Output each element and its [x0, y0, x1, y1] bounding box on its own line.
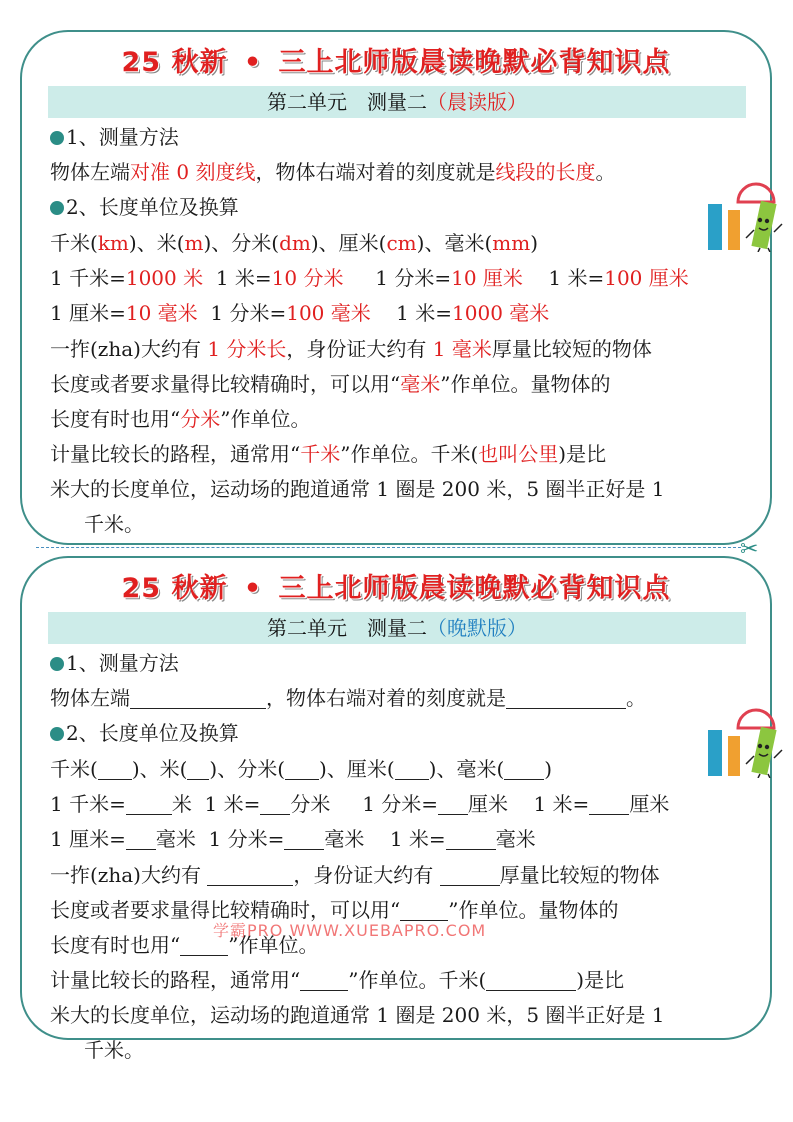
fill-blank[interactable]	[446, 829, 496, 850]
fill-blank[interactable]	[98, 759, 132, 780]
bullet-icon	[50, 727, 64, 741]
title-main: 秋新	[171, 47, 228, 78]
page-title	[22, 40, 770, 79]
fill-blank[interactable]	[506, 688, 626, 709]
fill-blank[interactable]	[130, 688, 266, 709]
fill-blank[interactable]	[260, 794, 290, 815]
section-2-heading: 2、长度单位及换算	[50, 720, 239, 746]
units-line: 千米(km)、米(m)、分米(dm)、厘米(cm)、毫米(mm)	[50, 231, 539, 255]
banner-text: 第二单元 测量二	[267, 90, 427, 114]
conversion-line-2: 1 厘米=10 毫米 1 分米=100 毫米 1 米=1000 毫米	[50, 301, 550, 325]
paragraph-line-2: 长度或者要求量得比较精确时，可以用“ ”作单位。量物体的	[50, 898, 619, 922]
fill-blank[interactable]	[300, 970, 348, 991]
section-1-heading: 1、测量方法	[50, 124, 179, 150]
fill-blank[interactable]	[285, 759, 319, 780]
fill-blank[interactable]	[440, 865, 500, 886]
method-line: 物体左端 ，物体右端对着的刻度就是 。	[50, 686, 646, 710]
cut-line	[36, 547, 741, 548]
unit-banner: 第二单元 测量二（晚默版）	[48, 612, 746, 644]
page-title: 25 秋新 • 三上北师版晨读晚默必背知识点	[121, 573, 671, 604]
paragraph-line-4: 计量比较长的路程，通常用“千米”作单位。千米(也叫公里)是比	[50, 442, 607, 466]
paragraph-line-6: 千米。	[84, 1038, 144, 1062]
fill-blank[interactable]	[126, 829, 156, 850]
units-line: 千米( )、米( )、分米( )、厘米( )、毫米( )	[50, 757, 553, 781]
banner-version: （晨读版）	[427, 90, 527, 114]
fill-blank[interactable]	[486, 970, 576, 991]
watermark: 学霸PRO WWW.XUEBAPRO.COM	[213, 921, 487, 940]
paragraph-line-4: 计量比较长的路程，通常用“ ”作单位。千米( )是比	[50, 968, 625, 992]
fill-blank[interactable]	[438, 794, 468, 815]
section-2-heading: 2、长度单位及换算	[50, 194, 239, 220]
bullet-icon	[50, 201, 64, 215]
unit-banner	[48, 86, 746, 118]
fill-blank[interactable]	[207, 865, 293, 886]
fill-blank[interactable]	[395, 759, 429, 780]
conversion-line-2: 1 厘米= 毫米 1 分米= 毫米 1 米= 毫米	[50, 827, 536, 851]
title-dot: •	[243, 47, 263, 78]
paragraph-line-6: 千米。	[84, 512, 144, 536]
fill-blank[interactable]	[284, 829, 324, 850]
paragraph-line-5: 米大的长度单位，运动场的跑道通常 1 圈是 200 米，5 圈半正好是 1	[50, 477, 665, 501]
fill-blank[interactable]	[126, 794, 172, 815]
title-rest: 三上北师版晨读晚默必背知识点	[278, 47, 671, 78]
paragraph-line-1: 一拃(zha)大约有 1 分米长，身份证大约有 1 毫米厚量比较短的物体	[50, 337, 652, 361]
bullet-icon	[50, 131, 64, 145]
paragraph-line-3: 长度有时也用“分米”作单位。	[50, 407, 311, 431]
conversion-line-1: 1 千米=1000 米 1 米=10 分米 1 分米=10 厘米 1 米=100 厘米	[50, 266, 689, 290]
paragraph-line-1: 一拃(zha)大约有 ，身份证大约有 厚量比较短的物体	[50, 863, 660, 887]
scissors-icon: ✂	[740, 537, 759, 562]
method-line: 物体左端对准 0 刻度线，物体右端对着的刻度就是线段的长度。	[50, 160, 616, 184]
title-number: 25	[121, 47, 162, 78]
evening-card	[20, 556, 772, 1062]
bullet-icon	[50, 657, 64, 671]
paragraph-line-5: 米大的长度单位，运动场的跑道通常 1 圈是 200 米，5 圈半正好是 1	[50, 1003, 665, 1027]
fill-blank[interactable]	[589, 794, 629, 815]
morning-card	[20, 30, 772, 545]
paragraph-line-2: 长度或者要求量得比较精确时，可以用“毫米”作单位。量物体的	[50, 372, 611, 396]
paragraph-line-3: 长度有时也用“ ”作单位。	[50, 933, 319, 957]
ruler-tools-icon	[706, 706, 792, 778]
section-1-heading: 1、测量方法	[50, 650, 179, 676]
conversion-line-1: 1 千米= 米 1 米= 分米 1 分米= 厘米 1 米= 厘米	[50, 792, 670, 816]
fill-blank[interactable]	[504, 759, 544, 780]
fill-blank[interactable]	[187, 759, 209, 780]
ruler-tools-icon	[706, 180, 792, 252]
